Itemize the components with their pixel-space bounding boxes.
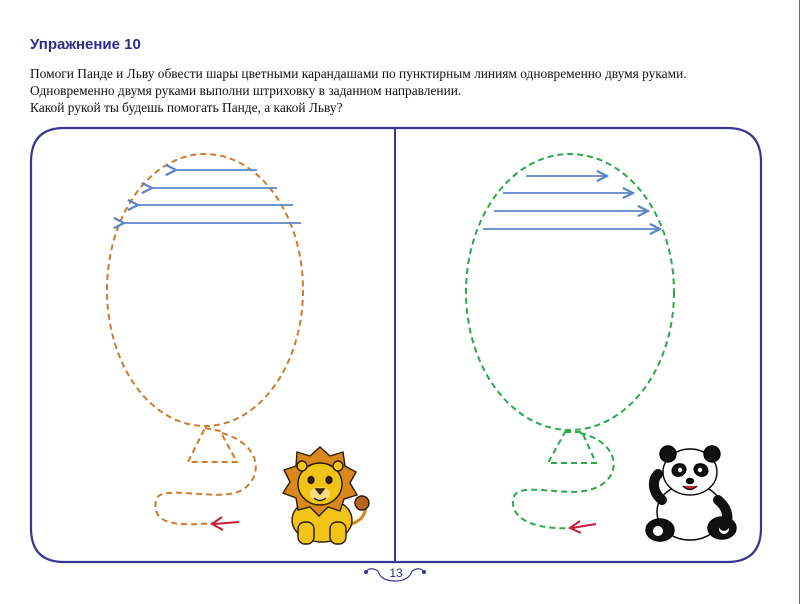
instruction-line: Какой рукой ты будешь помогать Панде, а какой Льву? [30,100,343,115]
instruction-line: Одновременно двумя руками выполни штриховку в заданном направлении. [30,83,462,98]
instruction-line: Помоги Панде и Льву обвести шары цветными карандашами по пунктирным линиям одновременно двумя руками. [30,66,687,81]
left-balloon-outline [107,154,303,524]
right-balloon-outline [466,154,674,528]
panda-icon [646,446,736,541]
lion-icon [283,447,369,544]
page-number: 13 [389,566,403,580]
right-start-arrow [570,521,596,533]
left-start-arrow [212,517,239,530]
exercise-title: Упражнение 10 [30,36,141,53]
